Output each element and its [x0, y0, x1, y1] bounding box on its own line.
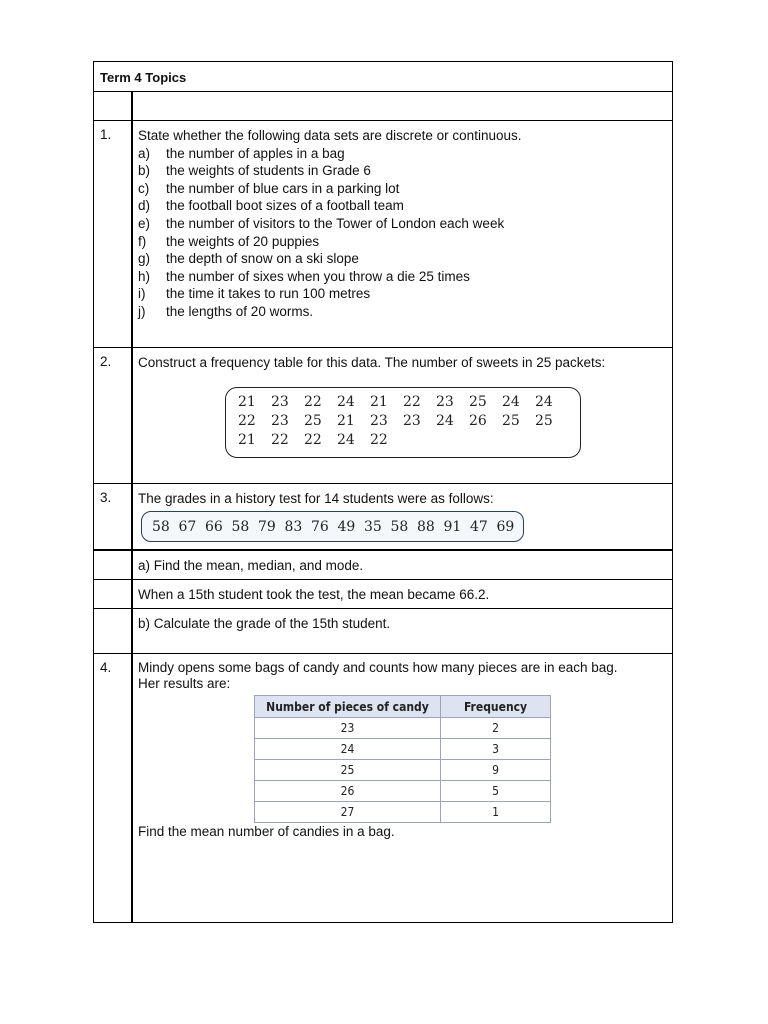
item-label: f) [138, 233, 147, 249]
table-row [255, 718, 551, 739]
column-header: Number of pieces of candy [255, 696, 441, 718]
data-value: 25 [469, 394, 487, 410]
question-4-prompt-line-2: Her results are: [138, 676, 231, 691]
item-label: g) [138, 251, 151, 267]
data-value: 24 [502, 394, 520, 410]
table-cell: 3 [441, 739, 551, 760]
question-3b-row [94, 608, 672, 653]
list-item [138, 180, 664, 198]
grade-value: 76 [311, 518, 329, 535]
question-number: 1. [100, 127, 112, 142]
question-4-question: Find the mean number of candies in a bag. [138, 824, 395, 839]
list-item [138, 233, 664, 251]
table-row [255, 739, 551, 760]
grade-value: 47 [470, 518, 488, 535]
item-label: c) [138, 180, 150, 196]
question-number: 2. [100, 354, 112, 369]
column-header: Frequency [441, 696, 551, 718]
data-value: 25 [304, 413, 322, 429]
item-text: the depth of snow on a ski slope [166, 251, 359, 267]
table-cell: 5 [441, 781, 551, 802]
data-value: 24 [337, 394, 355, 410]
data-value: 24 [436, 413, 454, 429]
data-value: 21 [337, 413, 355, 429]
data-value: 25 [535, 413, 553, 429]
question-3b-text: b) Calculate the grade of the 15th student. [138, 616, 391, 631]
question-1-content [138, 127, 664, 321]
item-text: the number of apples in a bag [166, 145, 345, 161]
question-number: 4. [100, 660, 112, 675]
data-value: 22 [403, 394, 421, 410]
data-value: 21 [238, 432, 256, 448]
list-item [138, 145, 664, 163]
table-cell: 9 [441, 760, 551, 781]
list-item [138, 250, 664, 268]
table-cell: 26 [255, 781, 441, 802]
item-text: the weights of 20 puppies [166, 233, 320, 249]
table-row [255, 760, 551, 781]
table-cell: 24 [255, 739, 441, 760]
data-value: 21 [238, 394, 256, 410]
list-item [138, 162, 664, 180]
data-value: 22 [238, 413, 256, 429]
data-value: 21 [370, 394, 388, 410]
item-text: the football boot sizes of a football team [166, 198, 404, 214]
table-row [255, 802, 551, 823]
question-1-prompt: State whether the following data sets are discrete or continuous. [138, 128, 522, 143]
worksheet-table [93, 61, 673, 923]
list-item [138, 215, 664, 233]
table-cell: 2 [441, 718, 551, 739]
data-value: 22 [370, 432, 388, 448]
page-title: Term 4 Topics [100, 70, 187, 85]
question-2-row [94, 347, 672, 483]
grade-value: 58 [231, 518, 250, 535]
question-3-note: When a 15th student took the test, the mean became 66.2. [138, 587, 490, 602]
data-value: 22 [304, 394, 322, 410]
item-label: d) [138, 198, 151, 214]
grade-value: 58 [390, 518, 409, 535]
data-value: 23 [271, 413, 289, 429]
item-text: the number of visitors to the Tower of London each week [166, 215, 505, 231]
data-value: 22 [304, 432, 322, 448]
header-row [94, 62, 672, 91]
data-value: 25 [502, 413, 520, 429]
item-text: the weights of students in Grade 6 [166, 163, 371, 179]
question-3a-row [94, 549, 672, 579]
table-cell: 25 [255, 760, 441, 781]
grade-value: 69 [496, 518, 515, 535]
question-2-prompt: Construct a frequency table for this data. The number of sweets in 25 packets: [138, 355, 606, 370]
data-value: 23 [436, 394, 454, 410]
list-item [138, 268, 664, 286]
data-value: 24 [535, 394, 553, 410]
table-cell: 1 [441, 802, 551, 823]
question-3-prompt: The grades in a history test for 14 students were as follows: [138, 491, 494, 506]
data-value: 23 [403, 413, 421, 429]
data-value: 26 [469, 413, 487, 429]
item-label: i) [138, 286, 146, 302]
item-label: b) [138, 163, 151, 179]
item-label: e) [138, 215, 151, 231]
grade-value: 91 [443, 518, 462, 535]
table-row [255, 781, 551, 802]
list-item [138, 303, 664, 321]
table-header-row [255, 696, 551, 718]
question-3-row [94, 483, 672, 550]
question-1-items [138, 145, 664, 321]
grades-data-box [141, 511, 524, 542]
item-text: the number of sixes when you throw a die 25 times [166, 268, 470, 284]
candy-frequency-table [254, 695, 551, 823]
data-value: 24 [337, 432, 355, 448]
data-value: 23 [370, 413, 388, 429]
grade-value: 88 [417, 518, 435, 535]
item-text: the number of blue cars in a parking lot [166, 180, 400, 196]
sweets-data-box [225, 387, 581, 458]
question-3a-text: a) Find the mean, median, and mode. [138, 558, 364, 573]
table-cell: 23 [255, 718, 441, 739]
item-text: the lengths of 20 worms. [166, 303, 314, 319]
question-1-row [94, 120, 672, 347]
grade-value: 58 [152, 518, 170, 535]
grade-value: 66 [205, 518, 223, 535]
grade-value: 35 [364, 518, 382, 535]
list-item [138, 197, 664, 215]
data-value: 23 [271, 394, 289, 410]
table-cell: 27 [255, 802, 441, 823]
grade-value: 83 [284, 518, 303, 535]
list-item [138, 285, 664, 303]
item-label: a) [138, 145, 151, 161]
item-text: the time it takes to run 100 metres [166, 286, 371, 302]
data-value: 22 [271, 432, 289, 448]
question-4-prompt [138, 660, 664, 692]
question-number: 3. [100, 490, 112, 505]
item-label: h) [138, 268, 151, 284]
spacer-row [94, 91, 672, 120]
question-4-row [94, 653, 672, 924]
grade-value: 49 [337, 518, 356, 535]
grade-value: 79 [258, 518, 276, 535]
question-4-prompt-line-1: Mindy opens some bags of candy and counts how many pieces are in each bag. [138, 660, 618, 675]
item-label: j) [138, 303, 146, 319]
sweets-values [226, 388, 580, 449]
question-3-note-row [94, 579, 672, 608]
grade-value: 67 [178, 518, 197, 535]
